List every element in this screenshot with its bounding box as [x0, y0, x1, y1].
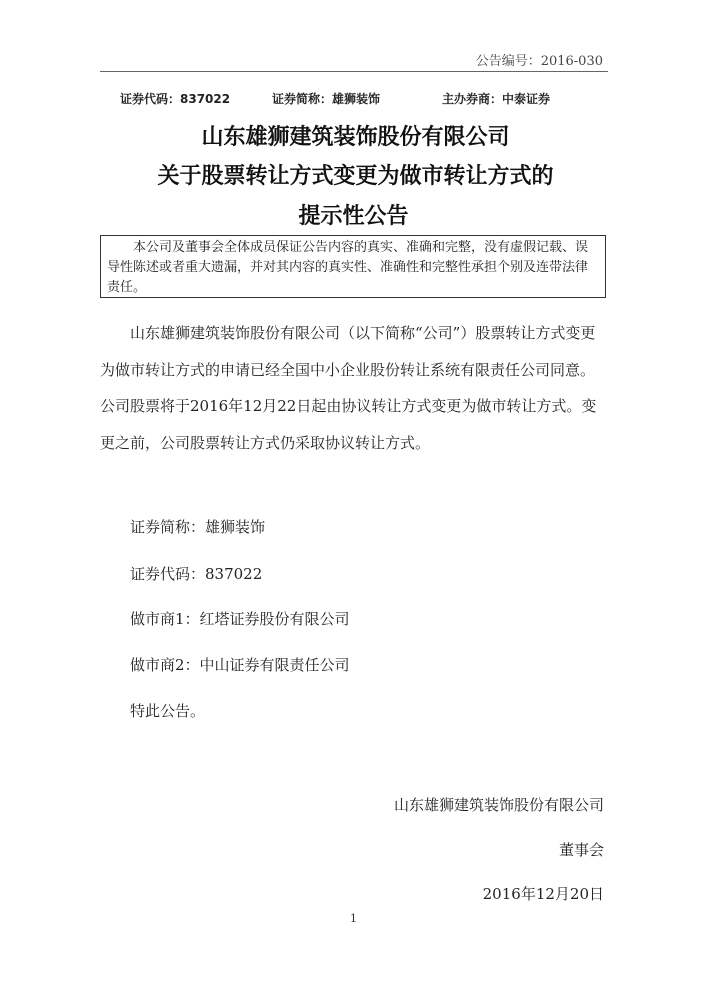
securities-code: 证券代码：837022 [120, 92, 231, 106]
signature-company: 山东雄狮建筑装饰股份有限公司 [393, 796, 604, 814]
closing-remark: 特此公告。 [130, 702, 206, 720]
document-number: 公告编号：2016-030 [475, 54, 603, 69]
board-statement-text: 本公司及董事会全体成员保证公告内容的真实、准确和完整，没有虚假记载、误导性陈述或者重大遗漏，并对其内容的真实性、准确性和完整性承担个别及连带法律责任。 [107, 240, 589, 295]
body-paragraph: 山东雄狮建筑装饰股份有限公司（以下简称“公司”）股票转让方式变更为做市转让方式的申请已经全国中小企业股份转让系统有限责任公司同意。公司股票将于2016年12月22日起由协议转让方式变更为做市转让方式。变更之前，公司股票转让方式仍采取协议转让方式。 [100, 324, 597, 452]
sponsor-broker: 主办券商：中泰证券 [442, 92, 551, 106]
signature-board: 董事会 [558, 841, 604, 859]
header-divider [100, 71, 608, 72]
signature-date: 2016年12月20日 [482, 885, 604, 903]
info-item-market-maker-2: 做市商2：中山证券有限责任公司 [130, 656, 350, 674]
title-subject: 关于股票转让方式变更为做市转让方式的 [157, 164, 554, 189]
page-number: 1 [350, 912, 357, 925]
info-item-market-maker-1: 做市商1：红塔证券股份有限公司 [130, 610, 350, 628]
title-announcement: 提示性公告 [298, 204, 409, 229]
board-statement-box [100, 235, 606, 298]
securities-abbreviation: 证券简称：雄狮装饰 [272, 92, 381, 106]
info-item-abbreviation: 证券简称：雄狮装饰 [130, 518, 266, 536]
title-company: 山东雄狮建筑装饰股份有限公司 [201, 125, 510, 150]
info-item-code: 证券代码：837022 [130, 565, 263, 583]
